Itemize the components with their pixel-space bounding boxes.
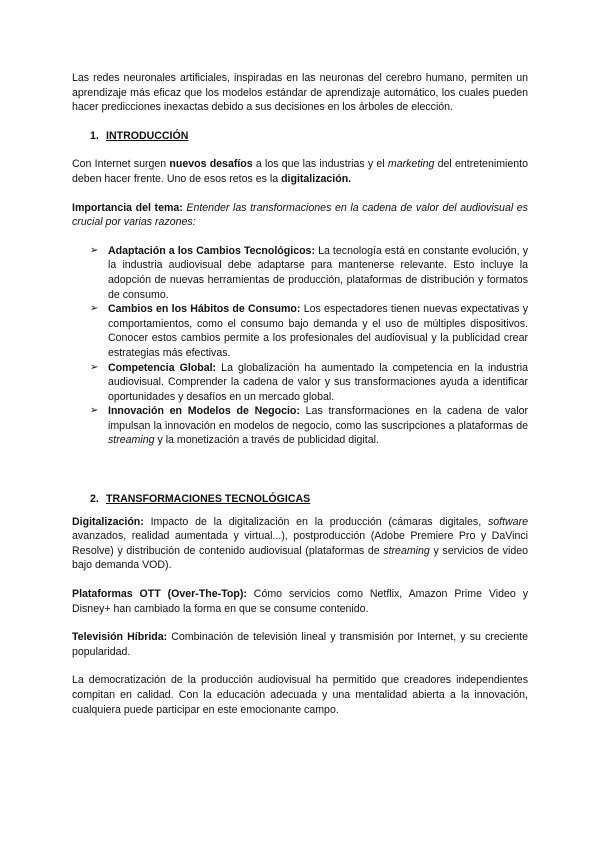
list-item-title: Innovación en Modelos de Negocio:: [108, 405, 300, 418]
section-2-number: 2.: [90, 493, 99, 506]
term-label: Plataformas OTT (Over-The-Top):: [72, 588, 247, 601]
text-run: avanzados, realidad aumentada y virtual...), postproducción (Adobe Premiere Pro y DaVinci Resolve) y distribución de contenido audiovisual (plataformas de: [72, 530, 528, 557]
bold-run: digitalización.: [281, 172, 352, 185]
term-label: Digitalización:: [72, 515, 144, 528]
list-item-text: Las transformaciones en la cadena de valor impulsan la innovación en modelos de negocio, como las suscripciones a plataformas de: [108, 405, 529, 432]
importance-paragraph: [72, 201, 528, 230]
section-1-heading: [72, 129, 528, 144]
intro-paragraph: Las redes neuronales artificiales, inspiradas en las neuronas del cerebro humano, permiten un aprendizaje más eficaz que los modelos estándar de aprendizaje automático, los cuales pueden hacer predicciones inexactas debido a sus decisiones en los árboles de elección.: [72, 72, 528, 114]
italic-run: streaming: [383, 544, 430, 557]
arrow-bullet-icon: ➢: [90, 405, 99, 417]
text-run: a los que las industrias y el: [252, 158, 388, 171]
section-2-title: TRANSFORMACIONES TECNOLÓGICAS: [106, 493, 311, 506]
list-item-title: Cambios en los Hábitos de Consumo:: [108, 303, 301, 316]
section-1-title: INTRODUCCIÓN: [106, 129, 189, 142]
text-run: Cómo servicios como Netflix, Amazon Prime Video y Disney+ han cambiado la forma en que se consume contenido.: [72, 588, 528, 615]
list-item: [90, 244, 528, 302]
hibrida-paragraph: [72, 630, 528, 659]
section-2-heading: [72, 492, 528, 507]
list-item: [90, 302, 528, 360]
list-item-text: La globalización ha aumentado la competencia en la industria audiovisual. Comprender la cadena de valor y sus transformaciones ayuda a identificar oportunidades y desafíos en un mercado global.: [108, 361, 529, 403]
bold-run: nuevos desafíos: [169, 158, 253, 171]
list-item: [90, 404, 529, 448]
digitalizacion-paragraph: [72, 515, 528, 573]
italic-run: software: [487, 515, 528, 528]
document-content: [72, 71, 528, 717]
list-item-text: Los espectadores tienen nuevas expectativas y comportamientos, como el consumo bajo demanda y el uso de múltiples dispositivos. Conocer estos cambios permite a los profesionales del audiovisual y la publicidad crear estrategias más efectivas.: [108, 303, 528, 359]
closing-paragraph: La democratización de la producción audiovisual ha permitido que creadores independientes compitan en calidad. Con la educación adecuada y una mentalidad abierta a la innovación, cualquiera puede participar en este emocionante campo.: [72, 674, 528, 716]
section-1-paragraph: [72, 157, 528, 186]
text-run: Combinación de televisión lineal y transmisión por Internet, y su creciente popularidad.: [72, 631, 528, 658]
section-1-number: 1.: [90, 129, 99, 142]
list-item-text: La tecnología está en constante evolución, y la industria audiovisual debe adaptarse para mantenerse relevante. Esto incluye la adopción de nuevas herramientas de producción, plataformas de distribución y formatos de consumo.: [108, 244, 528, 301]
arrow-bullet-icon: ➢: [90, 244, 99, 256]
list-item-title: Competencia Global:: [108, 361, 217, 374]
term-label: Televisión Híbrida:: [72, 631, 168, 644]
arrow-bullet-icon: ➢: [90, 361, 99, 373]
text-run: Impacto de la digitalización en la producción (cámaras digitales,: [143, 515, 488, 528]
list-item: [90, 361, 529, 405]
ott-paragraph: [72, 587, 528, 616]
italic-run: marketing: [387, 158, 435, 171]
text-run: Con Internet surgen: [72, 158, 170, 171]
list-item-italic: streaming: [108, 434, 155, 447]
text-run: del entretenimiento deben hacer frente. Uno de esos retos es la: [72, 158, 528, 185]
importance-label: Importancia del tema:: [72, 201, 183, 214]
list-item-text: y la monetización a través de publicidad digital.: [154, 434, 379, 447]
text-run: y servicios de video bajo demanda VOD).: [72, 544, 529, 572]
reasons-list: [72, 244, 528, 448]
arrow-bullet-icon: ➢: [90, 303, 99, 315]
importance-text: Entender las transformaciones en la cadena de valor del audiovisual es crucial por varias razones:: [72, 201, 528, 229]
list-item-title: Adaptación a los Cambios Tecnológicos:: [108, 244, 315, 257]
